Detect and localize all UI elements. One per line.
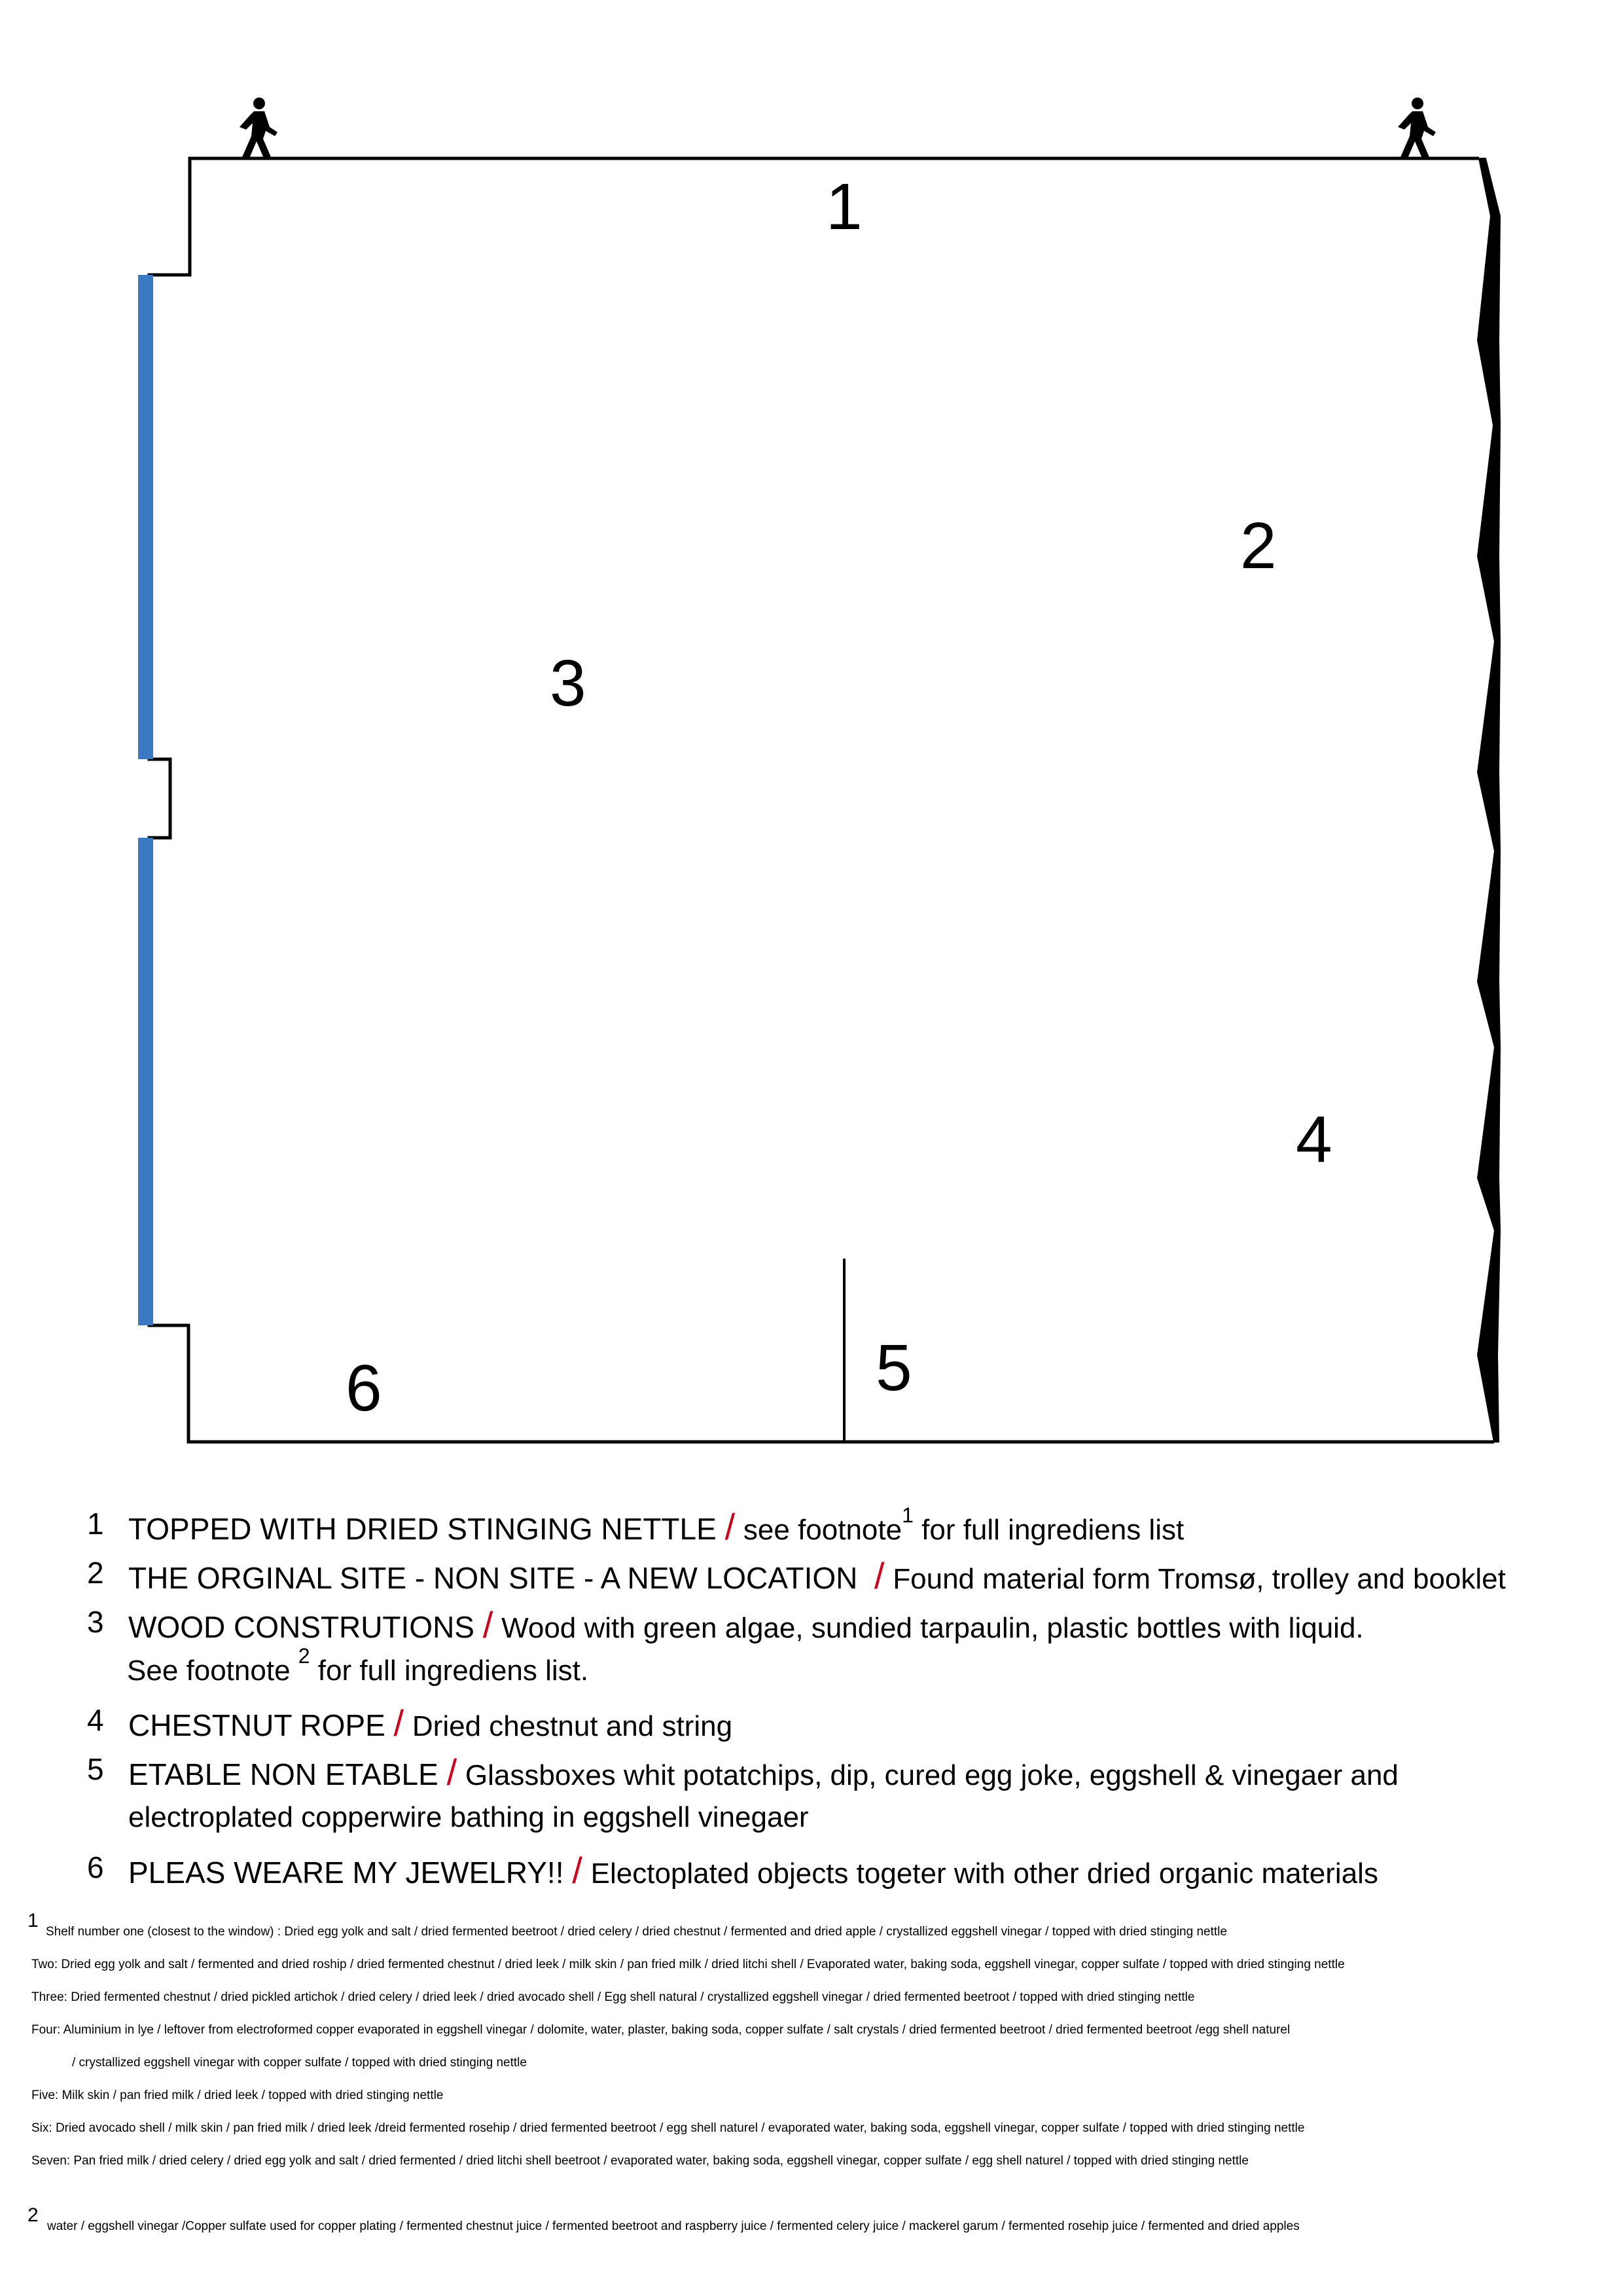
legend-title: THE ORGINAL SITE - NON SITE - A NEW LOCATION: [128, 1561, 858, 1595]
legend-slash: /: [874, 1555, 885, 1596]
legend-description: Wood with green algae, sundied tarpaulin, plastic bottles with liquid.: [501, 1612, 1364, 1644]
footnote-reference: 2: [298, 1644, 310, 1668]
legend-slash: /: [724, 1506, 736, 1547]
legend-slash: /: [446, 1751, 457, 1793]
legend-item-5-continued: [128, 1803, 809, 1832]
footnote-1-line: Seven: Pan fried milk / dried celery / dried egg yolk and salt / dried fermented / dried litchi shell beetroot / evaporated water, baking soda, eggshell vinegar, copper sulfate / egg shell naturel / topped with dried stinging nettle: [31, 2154, 1249, 2168]
legend-number: 1: [87, 1507, 104, 1541]
legend-number: 6: [87, 1850, 104, 1884]
zigzag-wall: [1478, 158, 1500, 1442]
legend-description: Found material form Tromsø, trolley and booklet: [893, 1563, 1506, 1595]
legend-description-cont: See footnote: [127, 1655, 298, 1687]
legend-title: CHESTNUT ROPE: [128, 1708, 385, 1742]
region-label-3: 3: [550, 647, 586, 720]
legend-description: see footnote: [743, 1514, 902, 1546]
window-lower: [138, 838, 153, 1325]
legend-slash: /: [482, 1604, 493, 1645]
region-label-2: 2: [1240, 509, 1277, 583]
legend-title: PLEAS WEARE MY JEWELRY!!: [128, 1856, 564, 1890]
legend-description: Glassboxes whit potatchips, dip, cured egg joke, eggshell & vinegaer and: [465, 1759, 1399, 1791]
footnote-2-text: water / eggshell vinegar /Copper sulfate used for copper plating / fermented chestnut juice / fermented beetroot and raspberry juice / fermented celery juice / mackerel garum / fermented rosehip juice / fermented and dried apples: [47, 2219, 1300, 2233]
footnote-1-line: Shelf number one (closest to the window) : Dried egg yolk and salt / dried fermented beetroot / dried celery / dried chestnut / fermented and dried apple / crystallized eggshell vinegar / topped with dried stinging nettle: [46, 1925, 1227, 1939]
legend-description: Dried chestnut and string: [412, 1710, 733, 1742]
legend-title: WOOD CONSTRUTIONS: [128, 1610, 474, 1644]
legend-item-3-continued: [127, 1644, 589, 1687]
walking-person-icon: [1398, 98, 1436, 160]
legend-title: ETABLE NON ETABLE: [128, 1757, 438, 1791]
footnote-1-line: Four: Aluminium in lye / leftover from electroformed copper evaporated in eggshell vinegar / dolomite, water, plaster, baking soda, copper sulfate / salt crystals / dried fermented beetroot / dried fermented beetroot /egg shell naturel: [31, 2023, 1291, 2037]
legend-description: Electoplated objects togeter with other dried organic materials: [590, 1857, 1378, 1890]
legend-title: TOPPED WITH DRIED STINGING NETTLE: [128, 1512, 717, 1546]
legend-description-cont: for full ingrediens list: [913, 1514, 1185, 1546]
legend-slash: /: [393, 1702, 404, 1744]
footnote-1-line: / crystallized eggshell vinegar with copper sulfate / topped with dried stinging nettle: [72, 2056, 527, 2070]
footnote-1-mark: 1: [27, 1910, 39, 1931]
legend-description-cont: for full ingrediens list.: [310, 1655, 589, 1687]
legend-number: 4: [87, 1703, 104, 1737]
footnote-1-line: Three: Dried fermented chestnut / dried pickled artichok / dried celery / dried leek / dried avocado shell / Egg shell natural / crystallized eggshell vinegar / dried fermented beetroot / topped with dried stinging nettle: [31, 1990, 1195, 2004]
legend-number: 3: [87, 1605, 104, 1639]
footnote-1-line: Five: Milk skin / pan fried milk / dried leek / topped with dried stinging nettle: [31, 2089, 444, 2102]
footnote-1-line: Six: Dried avocado shell / milk skin / pan fried milk / dried leek /dreid fermented rosehip / dried fermented beetroot / egg shell naturel / evaporated water, baking soda, eggshell vinegar, copper sulfate / topped with dried stinging nettle: [31, 2121, 1305, 2135]
legend-number: 2: [87, 1556, 104, 1590]
legend-number: 5: [87, 1752, 104, 1786]
footnote-2-mark: 2: [27, 2204, 39, 2226]
legend-slash: /: [572, 1850, 582, 1891]
footnote-1-line: Two: Dried egg yolk and salt / fermented and dried roship / dried fermented chestnut / dried leek / milk skin / pan fried milk / dried litchi shell / Evaporated water, baking soda, eggshell vinegar, copper sulfate / topped with dried stinging nettle: [31, 1958, 1345, 1971]
region-label-4: 4: [1296, 1103, 1332, 1176]
region-label-6: 6: [346, 1352, 382, 1425]
window-upper: [138, 275, 153, 759]
region-label-1: 1: [826, 170, 863, 243]
footnote-reference: 1: [902, 1503, 914, 1527]
legend-description-cont: electroplated copperwire bathing in eggshell vinegaer: [128, 1801, 809, 1833]
walking-person-icon: [240, 98, 277, 160]
room-outline: [149, 158, 1494, 1442]
region-label-5: 5: [876, 1331, 912, 1405]
